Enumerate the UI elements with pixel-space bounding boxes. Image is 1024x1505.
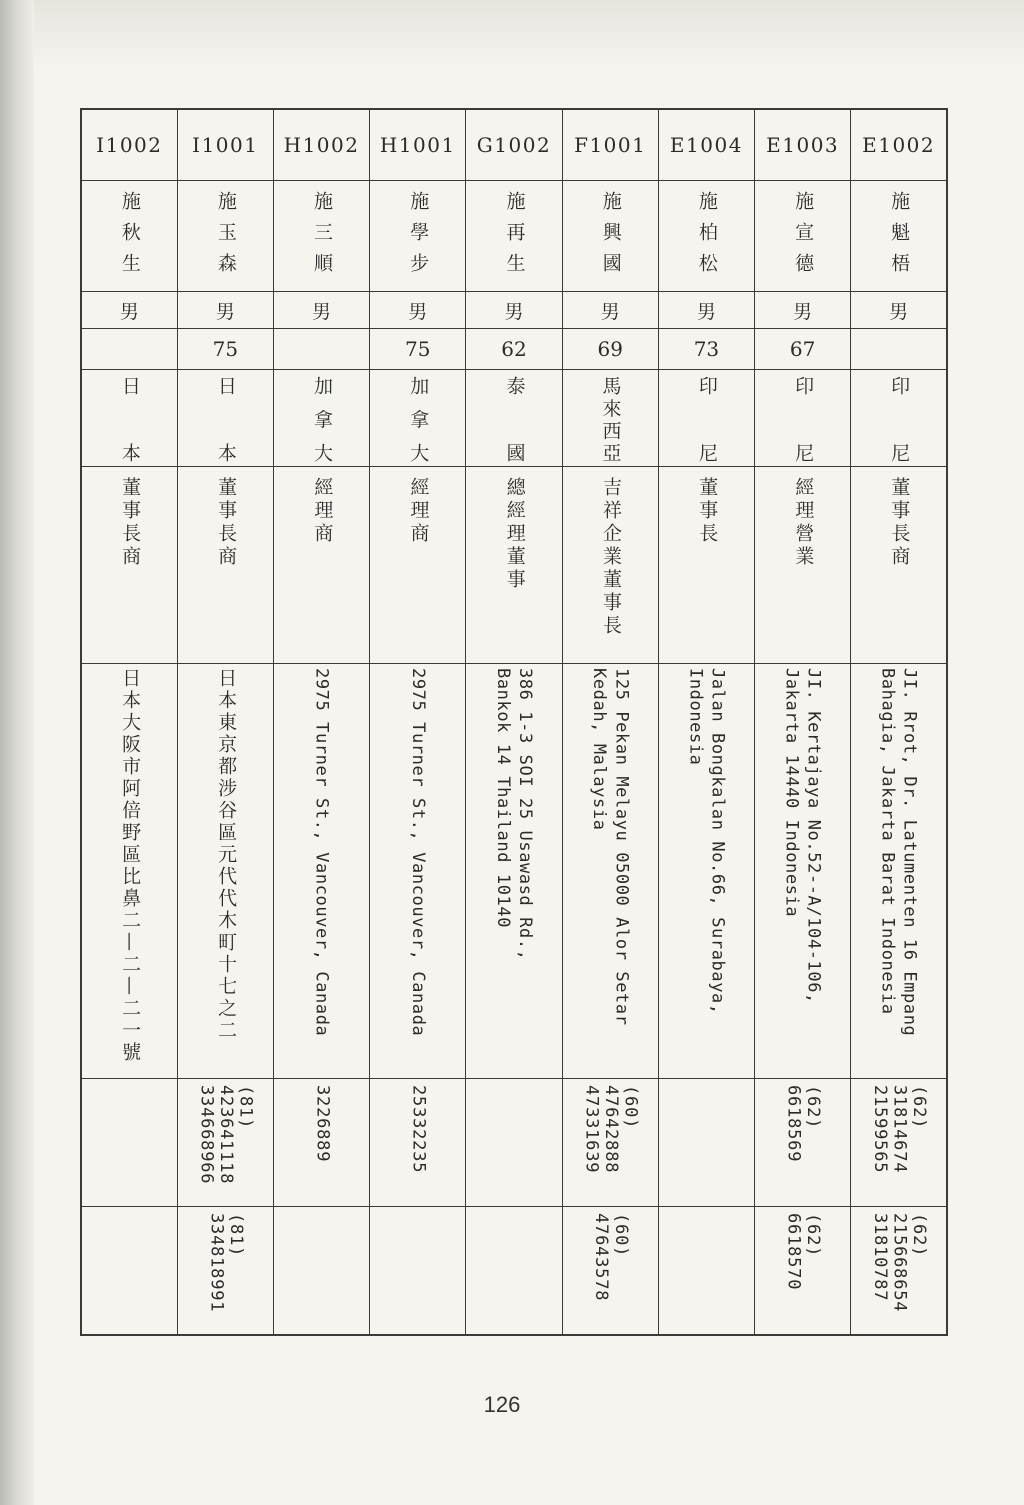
telephone-cell xyxy=(851,1079,947,1207)
id-row xyxy=(81,109,947,181)
telephone-cell xyxy=(562,1079,658,1207)
age-row xyxy=(81,329,947,370)
nationality-text: 加拿大 xyxy=(311,376,334,462)
nationality-cell xyxy=(177,370,273,467)
occupation-text: 董事長商 xyxy=(119,477,142,569)
address-text: JI. Rrot, Dr. Latumenten 16 Empang Bahagia, Jakarta Barat Indonesia xyxy=(877,668,920,1037)
id-cell: E1003 xyxy=(755,109,851,181)
name-text: 施魁梧 xyxy=(888,191,911,284)
fax-text: (81) 334818991 xyxy=(206,1213,246,1313)
address-cell xyxy=(466,664,562,1079)
name-text: 施學步 xyxy=(407,191,430,284)
occupation-text: 經理商 xyxy=(407,477,430,546)
telephone-cell xyxy=(81,1079,177,1207)
address-row xyxy=(81,664,947,1079)
fax-cell xyxy=(755,1207,851,1336)
fax-row xyxy=(81,1207,947,1336)
occupation-text: 總經理董事 xyxy=(503,477,526,592)
fax-cell xyxy=(273,1207,369,1336)
address-cell xyxy=(755,664,851,1079)
fax-cell xyxy=(177,1207,273,1336)
telephone-text: (62) 6618569 xyxy=(783,1085,824,1163)
address-cell xyxy=(370,664,466,1079)
fax-text: (62) 6618570 xyxy=(783,1213,824,1291)
address-text: 125 Pekan Melayu 05000 Alor Setar Kedah, Malaysia xyxy=(589,668,632,1026)
sex-row xyxy=(81,292,947,329)
fax-cell xyxy=(851,1207,947,1336)
id-cell: E1002 xyxy=(851,109,947,181)
name-cell xyxy=(562,181,658,292)
age-cell xyxy=(851,329,947,370)
fax-cell xyxy=(466,1207,562,1336)
fax-cell xyxy=(370,1207,466,1336)
nationality-cell xyxy=(562,370,658,467)
id-cell: E1004 xyxy=(658,109,754,181)
occupation-text: 董事長商 xyxy=(215,477,238,569)
fax-text: (60) 47643578 xyxy=(591,1213,631,1302)
sex-cell: 男 xyxy=(755,292,851,329)
occupation-row xyxy=(81,467,947,664)
telephone-cell xyxy=(177,1079,273,1207)
occupation-text: 董事長 xyxy=(696,477,719,546)
telephone-cell xyxy=(755,1079,851,1207)
telephone-text: 25332235 xyxy=(408,1085,429,1174)
nationality-cell xyxy=(81,370,177,467)
nationality-text: 日本 xyxy=(118,376,141,462)
member-record-table xyxy=(80,108,948,1336)
telephone-cell xyxy=(370,1079,466,1207)
occupation-text: 經理商 xyxy=(311,477,334,546)
occupation-cell xyxy=(177,467,273,664)
occupation-text: 經理營業 xyxy=(792,477,815,569)
occupation-cell xyxy=(851,467,947,664)
name-text: 施秋生 xyxy=(118,191,141,284)
name-text: 施宣德 xyxy=(792,191,815,284)
nationality-cell xyxy=(755,370,851,467)
name-cell xyxy=(466,181,562,292)
name-cell xyxy=(177,181,273,292)
nationality-row xyxy=(81,370,947,467)
id-cell: I1001 xyxy=(177,109,273,181)
nationality-text: 加拿大 xyxy=(407,376,430,462)
nationality-text: 泰國 xyxy=(503,376,526,462)
nationality-cell xyxy=(851,370,947,467)
age-cell: 67 xyxy=(755,329,851,370)
name-row xyxy=(81,181,947,292)
address-cell xyxy=(658,664,754,1079)
sex-cell: 男 xyxy=(177,292,273,329)
telephone-cell xyxy=(658,1079,754,1207)
nationality-cell xyxy=(658,370,754,467)
occupation-cell xyxy=(755,467,851,664)
age-cell: 75 xyxy=(177,329,273,370)
nationality-text: 馬來西亞 xyxy=(599,376,622,462)
nationality-text: 印尼 xyxy=(695,376,718,462)
sex-cell: 男 xyxy=(370,292,466,329)
telephone-cell xyxy=(466,1079,562,1207)
name-text: 施興國 xyxy=(599,191,622,284)
address-cell xyxy=(851,664,947,1079)
nationality-cell xyxy=(370,370,466,467)
occupation-text: 吉祥企業董事長 xyxy=(599,477,622,638)
page-number: 126 xyxy=(483,1392,521,1417)
sex-cell: 男 xyxy=(81,292,177,329)
sex-cell: 男 xyxy=(851,292,947,329)
address-text: 2975 Turner St., Vancouver, Canada xyxy=(407,668,428,1037)
book-gutter-shadow xyxy=(0,0,34,1505)
sex-cell: 男 xyxy=(273,292,369,329)
fax-cell xyxy=(81,1207,177,1336)
fax-cell xyxy=(562,1207,658,1336)
sex-cell: 男 xyxy=(466,292,562,329)
address-cell xyxy=(562,664,658,1079)
telephone-cell xyxy=(273,1079,369,1207)
name-cell xyxy=(851,181,947,292)
address-text: 日本東京都涉谷區元代代木町十七之二 xyxy=(215,668,238,1042)
telephone-text: (62) 31814674 21599565 xyxy=(869,1085,929,1174)
name-text: 施柏松 xyxy=(695,191,718,284)
sex-cell: 男 xyxy=(562,292,658,329)
address-text: 2975 Turner St., Vancouver, Canada xyxy=(311,668,332,1037)
name-cell xyxy=(658,181,754,292)
address-text: 386 1-3 SOI 25 Usawasd Rd., Bankok 14 Thailand 10140 xyxy=(492,668,536,961)
name-text: 施玉森 xyxy=(214,191,237,284)
occupation-cell xyxy=(658,467,754,664)
name-cell xyxy=(755,181,851,292)
occupation-text: 董事長商 xyxy=(888,477,911,569)
occupation-cell xyxy=(466,467,562,664)
id-cell: H1001 xyxy=(370,109,466,181)
age-cell xyxy=(81,329,177,370)
nationality-text: 印尼 xyxy=(792,376,815,462)
address-cell xyxy=(177,664,273,1079)
id-cell: F1001 xyxy=(562,109,658,181)
telephone-text: (60) 47642888 47331639 xyxy=(581,1085,641,1174)
name-cell xyxy=(273,181,369,292)
age-cell: 62 xyxy=(466,329,562,370)
telephone-text: 3226889 xyxy=(312,1085,333,1163)
telephone-text: (81) 423641118 334668966 xyxy=(196,1085,256,1185)
id-cell: I1002 xyxy=(81,109,177,181)
name-text: 施三順 xyxy=(311,191,334,284)
fax-text: (62) 215668654 31810787 xyxy=(869,1213,929,1313)
occupation-cell xyxy=(562,467,658,664)
age-cell: 73 xyxy=(658,329,754,370)
age-cell: 69 xyxy=(562,329,658,370)
nationality-text: 印尼 xyxy=(888,376,911,462)
address-text: Jalan Bongkalan No.66, Surabaya, Indonesia xyxy=(685,668,728,1015)
nationality-text: 日本 xyxy=(214,376,237,462)
address-cell xyxy=(273,664,369,1079)
page-top-shade xyxy=(0,0,1024,70)
fax-cell xyxy=(658,1207,754,1336)
age-cell: 75 xyxy=(370,329,466,370)
address-text: 日本大阪市阿倍野區比鼻二—二—二一號 xyxy=(119,668,142,1064)
name-cell xyxy=(81,181,177,292)
sex-cell: 男 xyxy=(658,292,754,329)
name-text: 施再生 xyxy=(503,191,526,284)
id-cell: G1002 xyxy=(466,109,562,181)
address-text: JI. Kertajaya No.52--A/104-106, Jakarta 14440 Indonesia xyxy=(781,668,824,1004)
age-cell xyxy=(273,329,369,370)
telephone-row xyxy=(81,1079,947,1207)
id-cell: H1002 xyxy=(273,109,369,181)
occupation-cell xyxy=(81,467,177,664)
nationality-cell xyxy=(273,370,369,467)
nationality-cell xyxy=(466,370,562,467)
occupation-cell xyxy=(273,467,369,664)
address-cell xyxy=(81,664,177,1079)
occupation-cell xyxy=(370,467,466,664)
name-cell xyxy=(370,181,466,292)
